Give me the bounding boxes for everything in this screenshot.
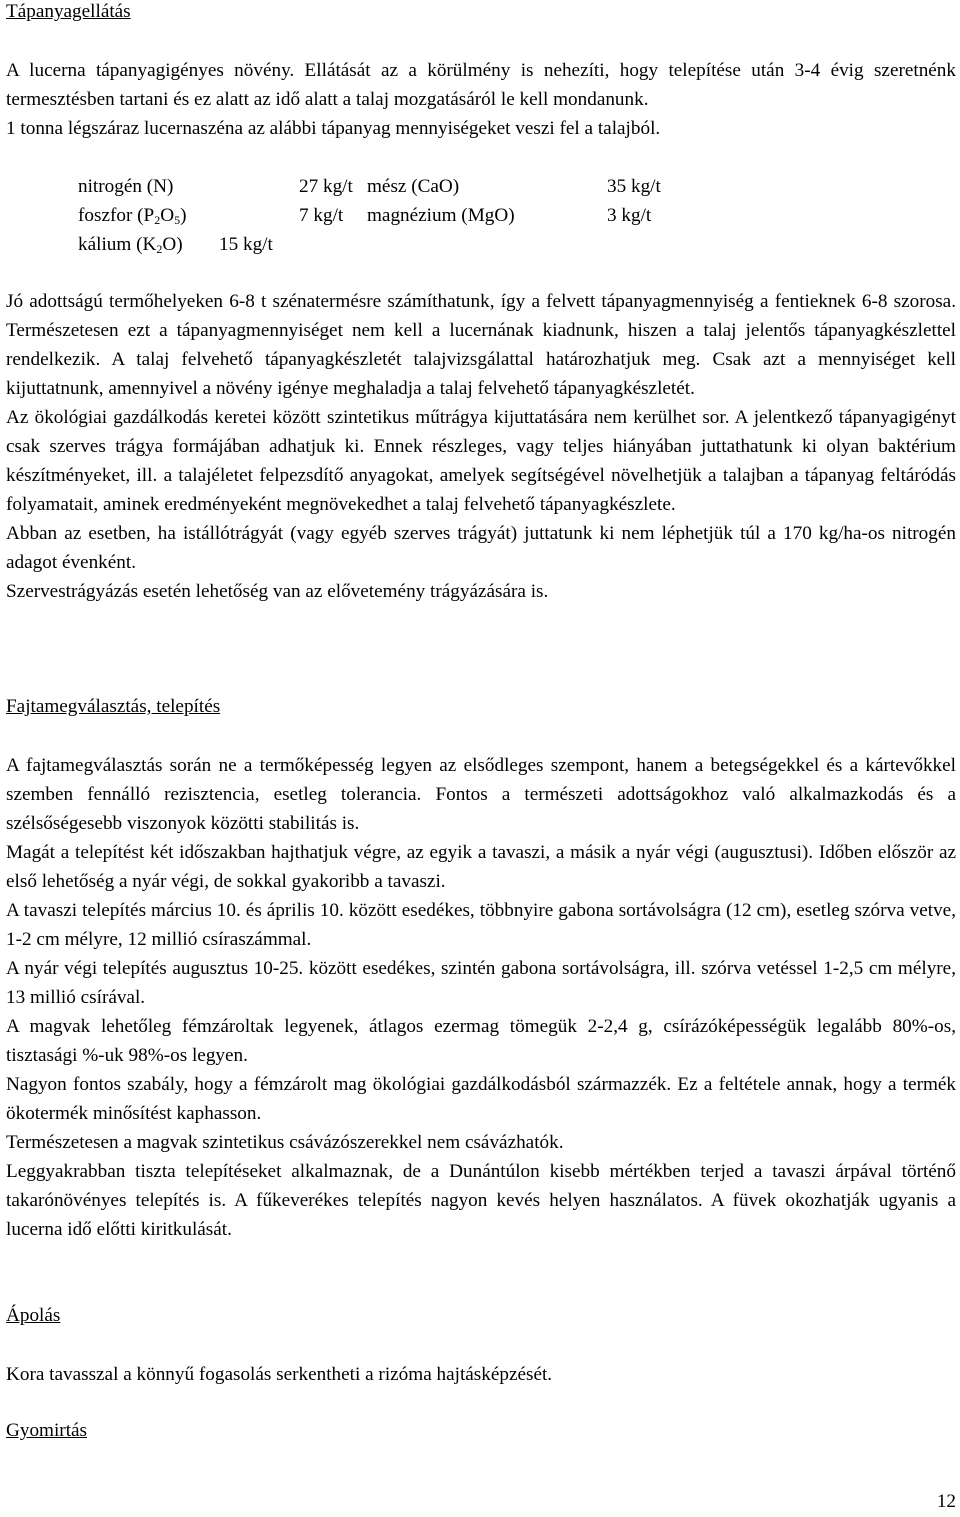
nutrient-value: 27 kg/t xyxy=(299,176,353,197)
intro-paragraph: A lucerna tápanyagigényes növény. Ellátását az a körülmény is nehezíti, hogy telepítése után 3-4 évig szeretnénk termesztésben tartani és ez alatt az idő alatt a talaj mozgatásáról le kell mondanunk. xyxy=(6,60,956,110)
care-body xyxy=(6,1360,956,1389)
body-paragraph: Szervestrágyázás esetén lehetőség van az elővetemény trágyázására is. xyxy=(6,581,549,602)
nutrient-value: 15 kg/t xyxy=(219,234,273,255)
nutrient-value: 3 kg/t xyxy=(607,205,652,226)
variety-body xyxy=(6,751,956,1244)
page-number: 12 xyxy=(936,1491,956,1512)
body-paragraph: Természetesen a magvak szintetikus csávázószerekkel nem csávázhatók. xyxy=(6,1132,564,1153)
body-paragraph: A magvak lehetőleg fémzároltak legyenek, átlagos ezermag tömegük 2-2,4 g, csírázóképességük legalább 80%-os, tisztasági %-uk 98%-os legyen. xyxy=(6,1016,956,1066)
section-heading-nutrients: Tápanyagellátás xyxy=(6,1,131,22)
nutrient-value: 7 kg/t xyxy=(299,205,344,226)
body-paragraph: Az ökológiai gazdálkodás keretei között szintetikus műtrágya kijuttatására nem kerülhet sor. A jelentkező tápanyagigényt csak szerves trágya formájában adhatjuk ki. Ennek részleges, vagy teljes hiányában juttathatunk ki olyan baktérium készítményeket, ill. a talajéletet felpezsdítő anyagokat, amelyek segítségével növelhetjük a talajban a tápanyag feltáródás folyamatait, aminek eredményeként megnövekedhet a talaj felvehető tápanyagkészlete. xyxy=(6,407,956,515)
body-paragraph: A fajtamegválasztás során ne a termőképesség legyen az elsődleges szempont, hanem a betegségekkel és a kártevőkkel szemben fennálló rezisztencia, esetleg tolerancia. Fontos a természeti adottságokhoz való alkalmazkodás és a szélsőségesebb viszonyok közötti stabilitás is. xyxy=(6,755,956,834)
nutrient-value: 35 kg/t xyxy=(607,176,661,197)
body-paragraph: Magát a telepítést két időszakban hajthatjuk végre, az egyik a tavaszi, a másik a nyár végi (augusztusi). Időben először az első lehetőség a nyár végi, de sokkal gyakoribb a tavaszi. xyxy=(6,842,956,892)
lead-paragraph: 1 tonna légszáraz lucernaszéna az alábbi tápanyag mennyiségeket veszi fel a talajból. xyxy=(6,118,661,139)
nutrient-name: kálium $(K_2O)$ xyxy=(78,234,183,256)
section-heading-variety: Fajtamegválasztás, telepítés xyxy=(6,696,221,717)
section-heading-weeding: Gyomirtás xyxy=(6,1420,88,1441)
body-paragraph: Abban az esetben, ha istállótrágyát (vagy egyéb szerves trágyát) juttatunk ki nem léphetjük túl a 170 kg/ha-os nitrogén adagot évenként. xyxy=(6,523,956,573)
body-paragraph: A tavaszi telepítés március 10. és április 10. között esedékes, többnyire gabona sortávolságra (12 cm), esetleg szórva vetve, 1-2 cm mélyre, 12 millió csíraszámmal. xyxy=(6,900,956,950)
body-paragraph: Leggyakrabban tiszta telepítéseket alkalmaznak, de a Dunántúlon kisebb mértékben terjed a tavaszi árpával történő takarónövényes telepítés is. A fűkeverékes telepítés nagyon kevés helyen használatos. A füvek okozhatják ugyanis a lucerna idő előtti kiritkulását. xyxy=(6,1161,956,1240)
nutrient-name: nitrogén (N) xyxy=(78,176,174,197)
body-paragraph: Nagyon fontos szabály, hogy a fémzárolt mag ökológiai gazdálkodásból származzék. Ez a feltétele annak, hogy a termék ökotermék minősítést kaphasson. xyxy=(6,1074,956,1124)
nutrients-intro xyxy=(6,56,956,143)
nutrient-name: magnézium (MgO) xyxy=(367,205,515,226)
section-heading-care: Ápolás xyxy=(6,1305,61,1326)
body-paragraph: Jó adottságú termőhelyeken 6-8 t szénatermésre számíthatunk, így a felvett tápanyagmennyiség a fentieknek 6-8 szorosa. Természetesen ezt a tápanyagmennyiséget nem kell a lucernának kiadnunk, hiszen a talaj jelentős tápanyagkészlettel rendelkezik. A talaj felvehető tápanyagkészletét talajvizsgálattal határozhatjuk meg. Csak azt a mennyiséget kell kijuttatnunk, amennyivel a növény igénye meghaladja a talaj felvehető tápanyagkészletét. xyxy=(6,291,956,399)
body-paragraph: Kora tavasszal a könnyű fogasolás serkentheti a rizóma hajtásképzését. xyxy=(6,1364,553,1385)
body-paragraph: A nyár végi telepítés augusztus 10-25. között esedékes, szintén gabona sortávolságra, ill. szórva vetéssel 1-2,5 cm mélyre, 13 millió csírával. xyxy=(6,958,956,1008)
nutrient-name: mész (CaO) xyxy=(367,176,460,197)
nutrients-body xyxy=(6,287,956,606)
nutrient-name: foszfor $(P_2O_5)$ xyxy=(78,205,187,227)
